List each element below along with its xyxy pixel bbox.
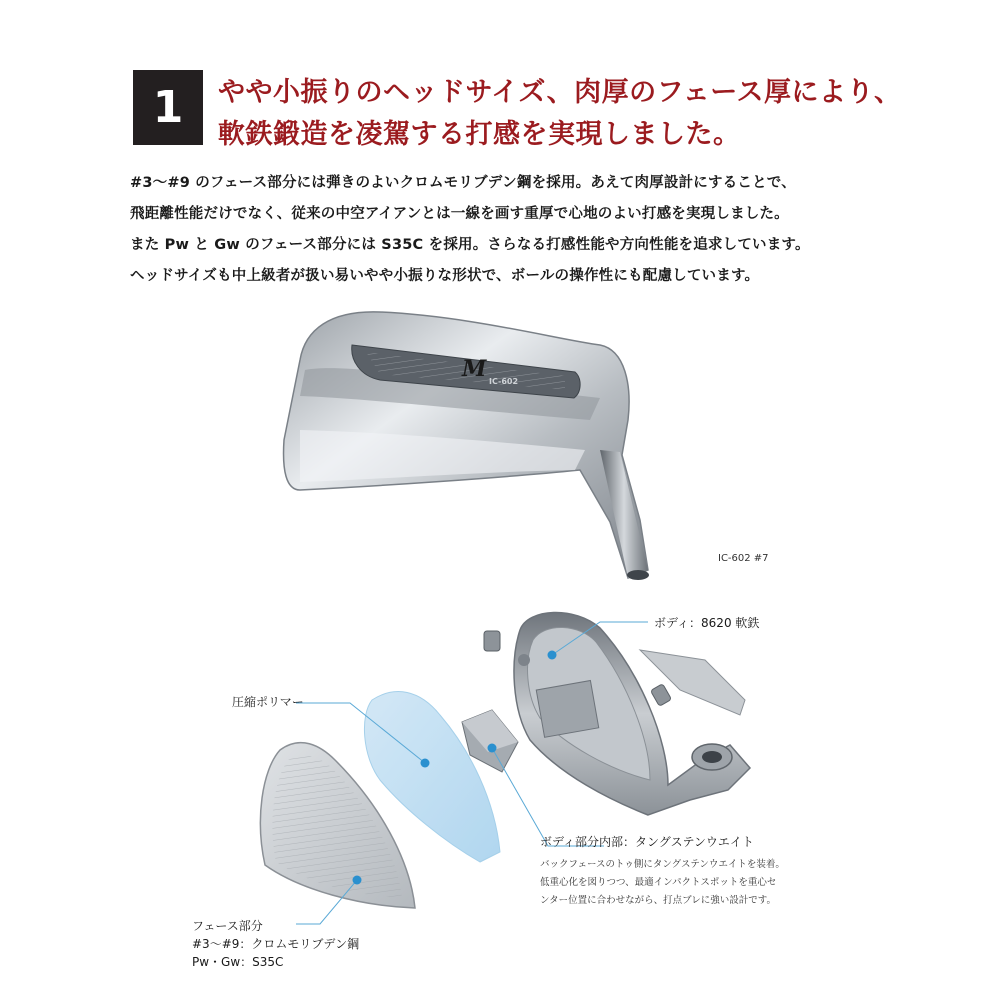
body-text-line1: #3〜#9 のフェース部分には弾きのよいクロムモリブデン鋼を採用。あえて肉厚設計にすることで、	[130, 175, 796, 191]
tungsten-note-line3: ンター位置に合わせながら、打点ブレに強い設計です。	[540, 895, 776, 906]
brand-logo: M	[462, 356, 487, 382]
body-dot	[548, 651, 557, 660]
badge-plate-illustration	[640, 650, 745, 715]
section-heading-line2: 軟鉄鍛造を凌駕する打感を実現しました。	[218, 119, 741, 150]
section-heading-line1: やや小振りのヘッドサイズ、肉厚のフェース厚により、	[218, 77, 902, 108]
iron-head-illustration	[284, 312, 649, 580]
section-number-badge: 1	[133, 70, 203, 145]
polymer-label: 圧縮ポリマー	[232, 695, 304, 709]
polymer-dot	[421, 759, 430, 768]
body-part-illustration	[514, 612, 750, 815]
face-material-line1: #3〜#9：クロムモリブデン鋼	[192, 937, 360, 951]
tungsten-label: ボディ部分内部：タングステンウエイト	[540, 835, 754, 849]
model-badge-text: IC-602	[489, 377, 519, 386]
face-label: フェース部分	[192, 919, 263, 933]
body-label: ボディ：8620 軟鉄	[654, 616, 760, 630]
body-text-line2: 飛距離性能だけでなく、従来の中空アイアンとは一線を画す重厚で心地のよい打感を実現しました。	[130, 206, 789, 222]
product-caption: IC-602 #7	[718, 553, 769, 564]
tungsten-note-line2: 低重心化を図りつつ、最適インパクトスポットを重心セ	[540, 877, 777, 888]
tungsten-note-line1: バックフェースのトゥ側にタングステンウエイトを装着。	[540, 859, 785, 870]
body-text-line3: また Pw と Gw のフェース部分には S35C を採用。さらなる打感性能や方向性能を追求しています。	[130, 237, 810, 253]
body-text-line4: ヘッドサイズも中上級者が扱い易いやや小振りな形状で、ボールの操作性にも配慮しています。	[130, 268, 760, 284]
face-dot	[353, 876, 362, 885]
tungsten-dot	[488, 744, 497, 753]
face-material-line2: Pw・Gw：S35C	[192, 955, 284, 969]
